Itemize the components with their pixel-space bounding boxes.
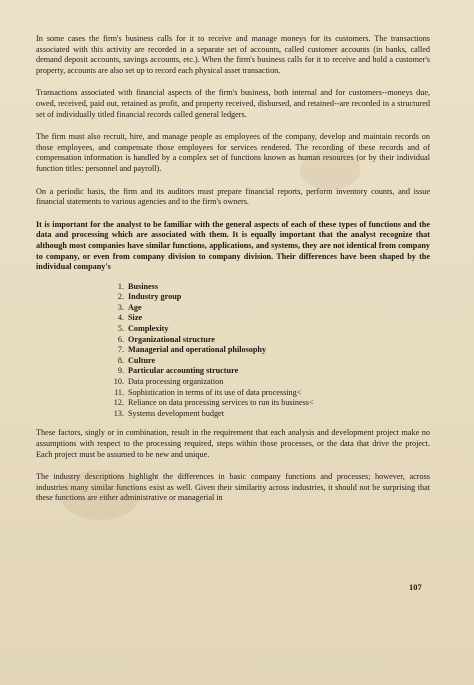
paragraph-industry-descriptions: The industry descriptions highlight the differences in basic company functions and processes; however, across industries many similar functions exist as well. Given their similarity across industries, it should not be surprising that these functions are either administrative or managerial in (36, 472, 430, 503)
list-item: 4. Size (117, 313, 143, 323)
list-item: 1. Business (117, 281, 159, 291)
page-number: 107 (409, 582, 422, 592)
paper-stain (300, 150, 360, 190)
paper-stain (60, 470, 140, 520)
list-item: 11. Sophistication in terms of its use of data processing< (114, 387, 302, 397)
paragraph-human-resources: The firm must also recruit, hire, and manage people as employees of the company, develop and maintain records on those employees, and compensate those employees for services rendered. The recording of these records and of compensation information is handled by a complex set of functions known as human resources (or by their individual function titles: personnel and payroll). (36, 132, 430, 173)
list-item: 13. Systems development budget (113, 408, 224, 418)
paragraph-general-ledgers: Transactions associated with financial aspects of the firm's business, both internal and for customers--moneys due, owed, received, paid out, retained as profit, and property received, disbursed, and retained--are recorded in a structured set of individually titled financial records called general ledgers. (36, 88, 430, 119)
list-item: 7. Managerial and operational philosophy (117, 345, 267, 355)
list-item: 8. Culture (117, 355, 156, 365)
factor-list (36, 282, 430, 420)
paragraph-factors: These factors, singly or in combination, result in the requirement that each analysis and development project make no assumptions with respect to the processing required, steps within those processes, or the data that drive the project. Each project must be assumed to be new and unique. (36, 428, 430, 459)
paragraph-financial-reports: On a periodic basis, the firm and its auditors must prepare financial reports, perform inventory counts, and issue financial statements to various agencies and to the firm's owners. (36, 186, 430, 207)
list-item: 3. Age (117, 302, 142, 312)
list-item: 9. Particular accounting structure (117, 366, 239, 376)
list-item: 2. Industry group (117, 292, 182, 302)
list-item: 6. Organizational structure (117, 334, 215, 344)
list-item: 10. Data processing organization (113, 377, 224, 387)
list-item: 5. Complexity (117, 324, 169, 334)
paragraph-analyst-familiarity: It is important for the analyst to be familiar with the general aspects of each of these types of functions and the data and processing which are associated with them. It is equally important that the analyst recognize that although most companies have similar functions, applications, and systems, they are not identical from company to company, or even from company division to company division. Their differences have been shaped by the individual company's (36, 219, 430, 272)
paragraph-customer-accounts: In some cases the firm's business calls for it to receive and manage moneys for its customers. The transactions associated with this activity are recorded in a separate set of accounts, called customer accounts (in banks, called demand deposit accounts, savings accounts, etc.). When the firm's business calls for it to receive and hold a customer's property, accounts are also set up to record each physical asset transaction. (36, 34, 430, 75)
list-item: 12. Reliance on data processing services to run its business< (113, 398, 314, 408)
